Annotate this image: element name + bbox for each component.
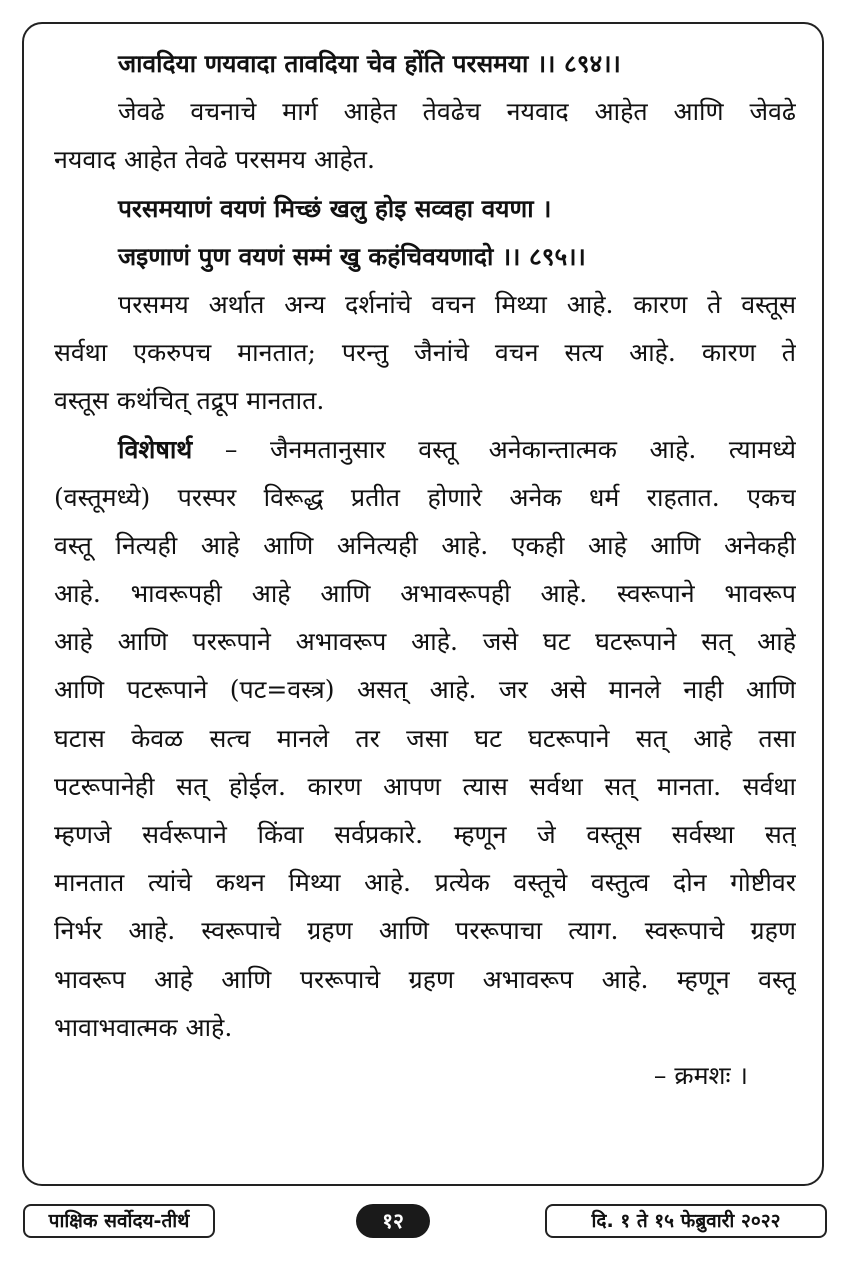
footer-date: दि. १ ते १५ फेब्रुवारी २०२२	[545, 1204, 827, 1238]
para1-line2: नयवाद आहेत तेवढे परसमय आहेत.	[54, 145, 375, 175]
vishesharth-line1-text: – जैनमतानुसार वस्तू अनेकान्तात्मक आहे. त्यामध्ये	[192, 434, 796, 464]
vishesharth-line: पटरूपानेही सत् होईल. कारण आपण त्यास सर्वथा सत् मानता. सर्वथा	[54, 771, 796, 801]
para1-line1: जेवढे वचनाचे मार्ग आहेत तेवढेच नयवाद आहेत आणि जेवढे	[118, 97, 796, 127]
kramashah-note: – क्रमशः ।	[653, 1060, 748, 1090]
verse-894: जावदिया णयवादा तावदिया चेव होंति परसमया ।। ८९४।।	[118, 49, 621, 78]
verse-895-line2: जइणाणं पुण वयणं सम्मं खु कहंचिवयणादो ।। ८९५।।	[118, 241, 586, 271]
vishesharth-line: आहे आणि पररूपाने अभावरूप आहे. जसे घट घटरूपाने सत् आहे	[54, 627, 796, 657]
verse-895-line1: परसमयाणं वयणं मिच्छं खलु होइ सव्वहा वयणा ।	[118, 193, 552, 223]
vishesharth-line: घटास केवळ सत्च मानले तर जसा घट घटरूपाने सत् आहे तसा	[54, 723, 796, 753]
vishesharth-line: निर्भर आहे. स्वरूपाचे ग्रहण आणि पररूपाचा त्याग. स्वरूपाचे ग्रहण	[54, 916, 796, 946]
vishesharth-line: आहे. भावरूपही आहे आणि अभावरूपही आहे. स्वरूपाने भावरूप	[54, 579, 796, 609]
vishesharth-line1	[54, 426, 796, 474]
vishesharth-line: वस्तू नित्यही आहे आणि अनित्यही आहे. एकही आहे आणि अनेकही	[54, 530, 796, 560]
vishesharth-label: विशेषार्थ	[118, 434, 193, 464]
para2-line1: परसमय अर्थात अन्य दर्शनांचे वचन मिथ्या आहे. कारण ते वस्तूस	[118, 289, 796, 319]
vishesharth-line: म्हणजे सर्वरूपाने किंवा सर्वप्रकारे. म्हणून जे वस्तूस सर्वस्था सत्	[54, 820, 796, 849]
vishesharth-line: (वस्तूमध्ये) परस्पर विरूद्ध प्रतीत होणारे अनेक धर्म राहतात. एकच	[54, 482, 796, 512]
para2-line3: वस्तूस कथंचित् तद्रूप मानतात.	[54, 386, 325, 416]
footer-page-number: १२	[356, 1204, 430, 1238]
vishesharth-line-last: भावाभवात्मक आहे.	[54, 1012, 233, 1042]
vishesharth-line: मानतात त्यांचे कथन मिथ्या आहे. प्रत्येक वस्तूचे वस्तुत्व दोन गोष्टीवर	[54, 868, 796, 898]
para2-line2: सर्वथा एकरुपच मानतात; परन्तु जैनांचे वचन सत्य आहे. कारण ते	[54, 338, 796, 368]
page-content	[54, 40, 796, 1100]
vishesharth-line: भावरूप आहे आणि पररूपाचे ग्रहण अभावरूप आहे. म्हणून वस्तू	[54, 964, 796, 994]
footer-publication: पाक्षिक सर्वोदय-तीर्थ	[23, 1204, 215, 1238]
vishesharth-line: आणि पटरूपाने (पट=वस्त्र) असत् आहे. जर असे मानले नाही आणि	[54, 675, 796, 705]
